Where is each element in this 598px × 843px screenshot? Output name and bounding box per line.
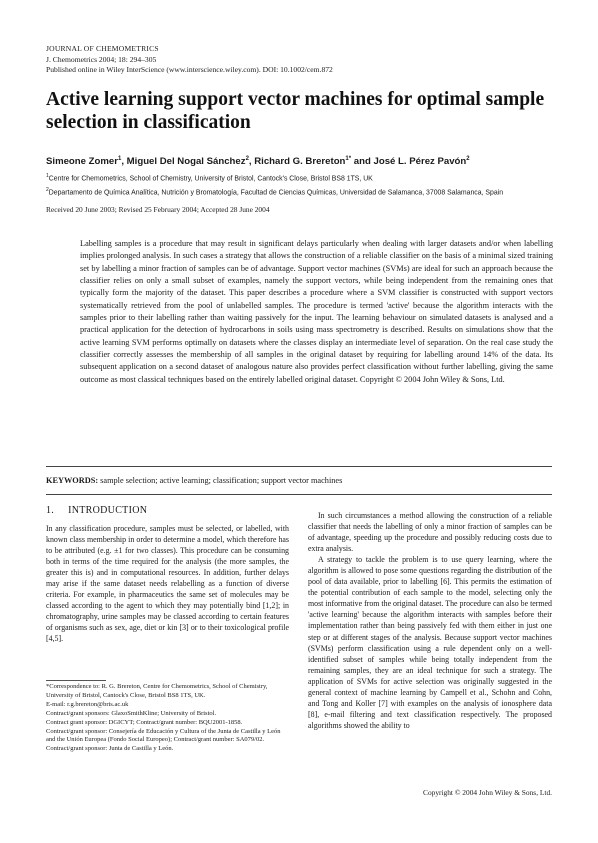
right-column: [308, 510, 552, 731]
keywords-line: [46, 476, 342, 485]
footnote-divider: [46, 680, 106, 681]
section-number: 1.: [46, 505, 55, 516]
grant-note: Contract/grant sponsors: GlaxoSmithKline; University of Bristol.: [46, 709, 217, 717]
affiliations: [46, 171, 566, 198]
intro-paragraph: A strategy to tackle the problem is to use query learning, where the algorithm is allowed to pose some questions regarding the distribution of the pool of data available, prior to labelling [6]. This permits the estimation of the potential contribution of each sample to the model, selecting only the most informative from the original dataset. The procedure can also be termed 'active learning' because the algorithm interacts with samples before their implementation rather than being passively fed with them either in just one step or at different stages of the analysis. Because support vector machines (SVMs) perform classification using a rule dependent only on a well-identified subset of samples while being totally independent from the remaining samples, they are an ideal technique for such a strategy. The application of SVMs for active selection was originally suggested in the general context of machine learning by Campell et al., Schohn and Cohn, and Tong and Koller [7] with examples on the analysis of ionosphere data [8], e-mail filtering and text classification respectively. The proposed algorithms showed the ability to: [308, 555, 552, 730]
divider: [46, 494, 552, 495]
affiliation-1: [46, 171, 566, 185]
footnotes: [46, 683, 289, 754]
intro-paragraph: In any classification procedure, samples must be selected, or labelled, with known class membership in order to determine a model, which therefore has to be attributed (e.g. ±1 for two classes). This procedure can be consuming both in terms of the time required for the analysis (the more samples, the greater this is) and in computational resources. In addition, further delays may arise if the same dataset needs relabelling as a function of diverse criteria. For example, in pharmaceutics the same set of molecules may be classed according to the agent to which they may potentially bind [1,2]; in chromatography, urine samples may be classed according to certain features of organisms such as sex, age, diet or kin [3] or to their toxicological profile [4,5].: [46, 524, 289, 644]
paper-title: Active learning support vector machines for optimal sample selection in classification: [46, 89, 545, 133]
grant-note: Contract/grant sponsor: Consejería de Educación y Cultura of the Junta de Castilla y León and the Unión Europea (Fondo Social Europeo); Contract/grant number: SA079/02.: [46, 727, 281, 744]
received-dates: Received 20 June 2003; Revised 25 February 2004; Accepted 28 June 2004: [46, 205, 270, 214]
author-affiliation-mark: 1: [117, 156, 122, 162]
left-column: [46, 523, 289, 645]
author-name: Richard G. Brereton: [254, 156, 346, 168]
affiliation-text: Departamento de Química Analítica, Nutrición y Bromatología, Facultad de Ciencias Químicas, Universidad de Salamanca, 37008 Salamanca, Spain: [48, 189, 504, 196]
grant-note: Contract/grant sponsor: Junta de Castilla y León.: [46, 745, 174, 753]
author-affiliation-mark: 2: [245, 156, 249, 162]
author-conjunction: and: [353, 156, 371, 168]
copyright-footer: Copyright © 2004 John Wiley & Sons, Ltd.: [423, 788, 552, 797]
abstract: Labelling samples is a procedure that may result in significant delays particularly when dealing with larger datasets and/or when labelling implies prolonged analysis. In such cases a strategy that allows the construction of a reliable classifier on the basis of a minimal sized training set by labelling a minor fraction of samples can be of advantage. Support vector machines (SVMs) are ideal for such an approach because the classifier relies on only a small subset of examples, namely the support vectors, while being independent from the remaining ones that typically form the majority of the dataset. This paper describes a procedure where a SVM classifier is constructed with support vectors systematically retrieved from the pool of unlabelled samples. The procedure is termed 'active' because the algorithm interacts with the samples prior to their labelling rather than waiting passively for the input. The learning behaviour on simulated datasets is analysed and a practical application for the detection of hydrocarbons in soils using mass spectrometry is described. Results on simulations show that the active learning SVM performs optimally on datasets where the classes display an intermediate level of separation. On the real case study the classifier correctly assesses the membership of all samples in the original dataset by requiring for labelling around 14% of the data. Its subsequent application on a second dataset of analogous nature also provides perfect classification without further labelling, giving the same outcome as most classical techniques based on the entirely labelled original dataset. Copyright © 2004 John Wiley & Sons, Ltd.: [80, 239, 553, 384]
author-name: Simeone Zomer: [46, 156, 118, 168]
author-list: Simeone Zomer$^1$, Miguel Del Nogal Sánchez$^2$, Richard G. Brereton$^{1*}$ and José L. Pérez Pavón$^2$: [46, 156, 470, 168]
journal-name: JOURNAL OF CHEMOMETRICS: [46, 44, 159, 53]
section-heading: [46, 505, 161, 516]
journal-header: [46, 44, 333, 76]
keywords-label: KEYWORDS:: [46, 476, 99, 485]
grant-note: Contract grant sponsor: DGICYT; Contract/grant number: BQU2001-1858.: [46, 718, 243, 726]
journal-published-line: Published online in Wiley InterScience (www.interscience.wiley.com). DOI: 10.1002/cem.872: [46, 65, 333, 74]
author-affiliation-mark: 1*: [345, 156, 352, 162]
affiliation-mark: 2: [46, 186, 49, 193]
author-name: José L. Pérez Pavón: [373, 156, 467, 168]
affiliation-text: Centre for Chemometrics, School of Chemistry, University of Bristol, Cantock's Close, Bristol BS8 1TS, UK: [48, 175, 373, 183]
author-affiliation-mark: 2: [466, 156, 470, 162]
author-name: Miguel Del Nogal Sánchez: [126, 156, 246, 168]
divider: [46, 466, 552, 467]
correspondence-note: *Correspondence to: R. G. Brereton, Centre for Chemometrics, School of Chemistry, University of Bristol, Cantock's Close, Bristol BS8 1TS, UK.: [46, 683, 268, 699]
section-title: INTRODUCTION: [68, 505, 148, 516]
keywords-text: sample selection; active learning; classification; support vector machines: [100, 476, 343, 485]
journal-citation: J. Chemometrics 2004; 18: 294–305: [46, 54, 157, 64]
intro-paragraph: In such circumstances a method allowing the construction of a reliable classifier that needs the labelling of only a minor fraction of samples can be of advantage, speeding up the procedure and possibly reducing costs due to extra analysis.: [308, 511, 552, 554]
affiliation-2: [46, 185, 566, 199]
affiliation-mark: 1: [46, 173, 49, 179]
email-note: E-mail: r.g.brereton@bris.ac.uk: [46, 700, 129, 708]
